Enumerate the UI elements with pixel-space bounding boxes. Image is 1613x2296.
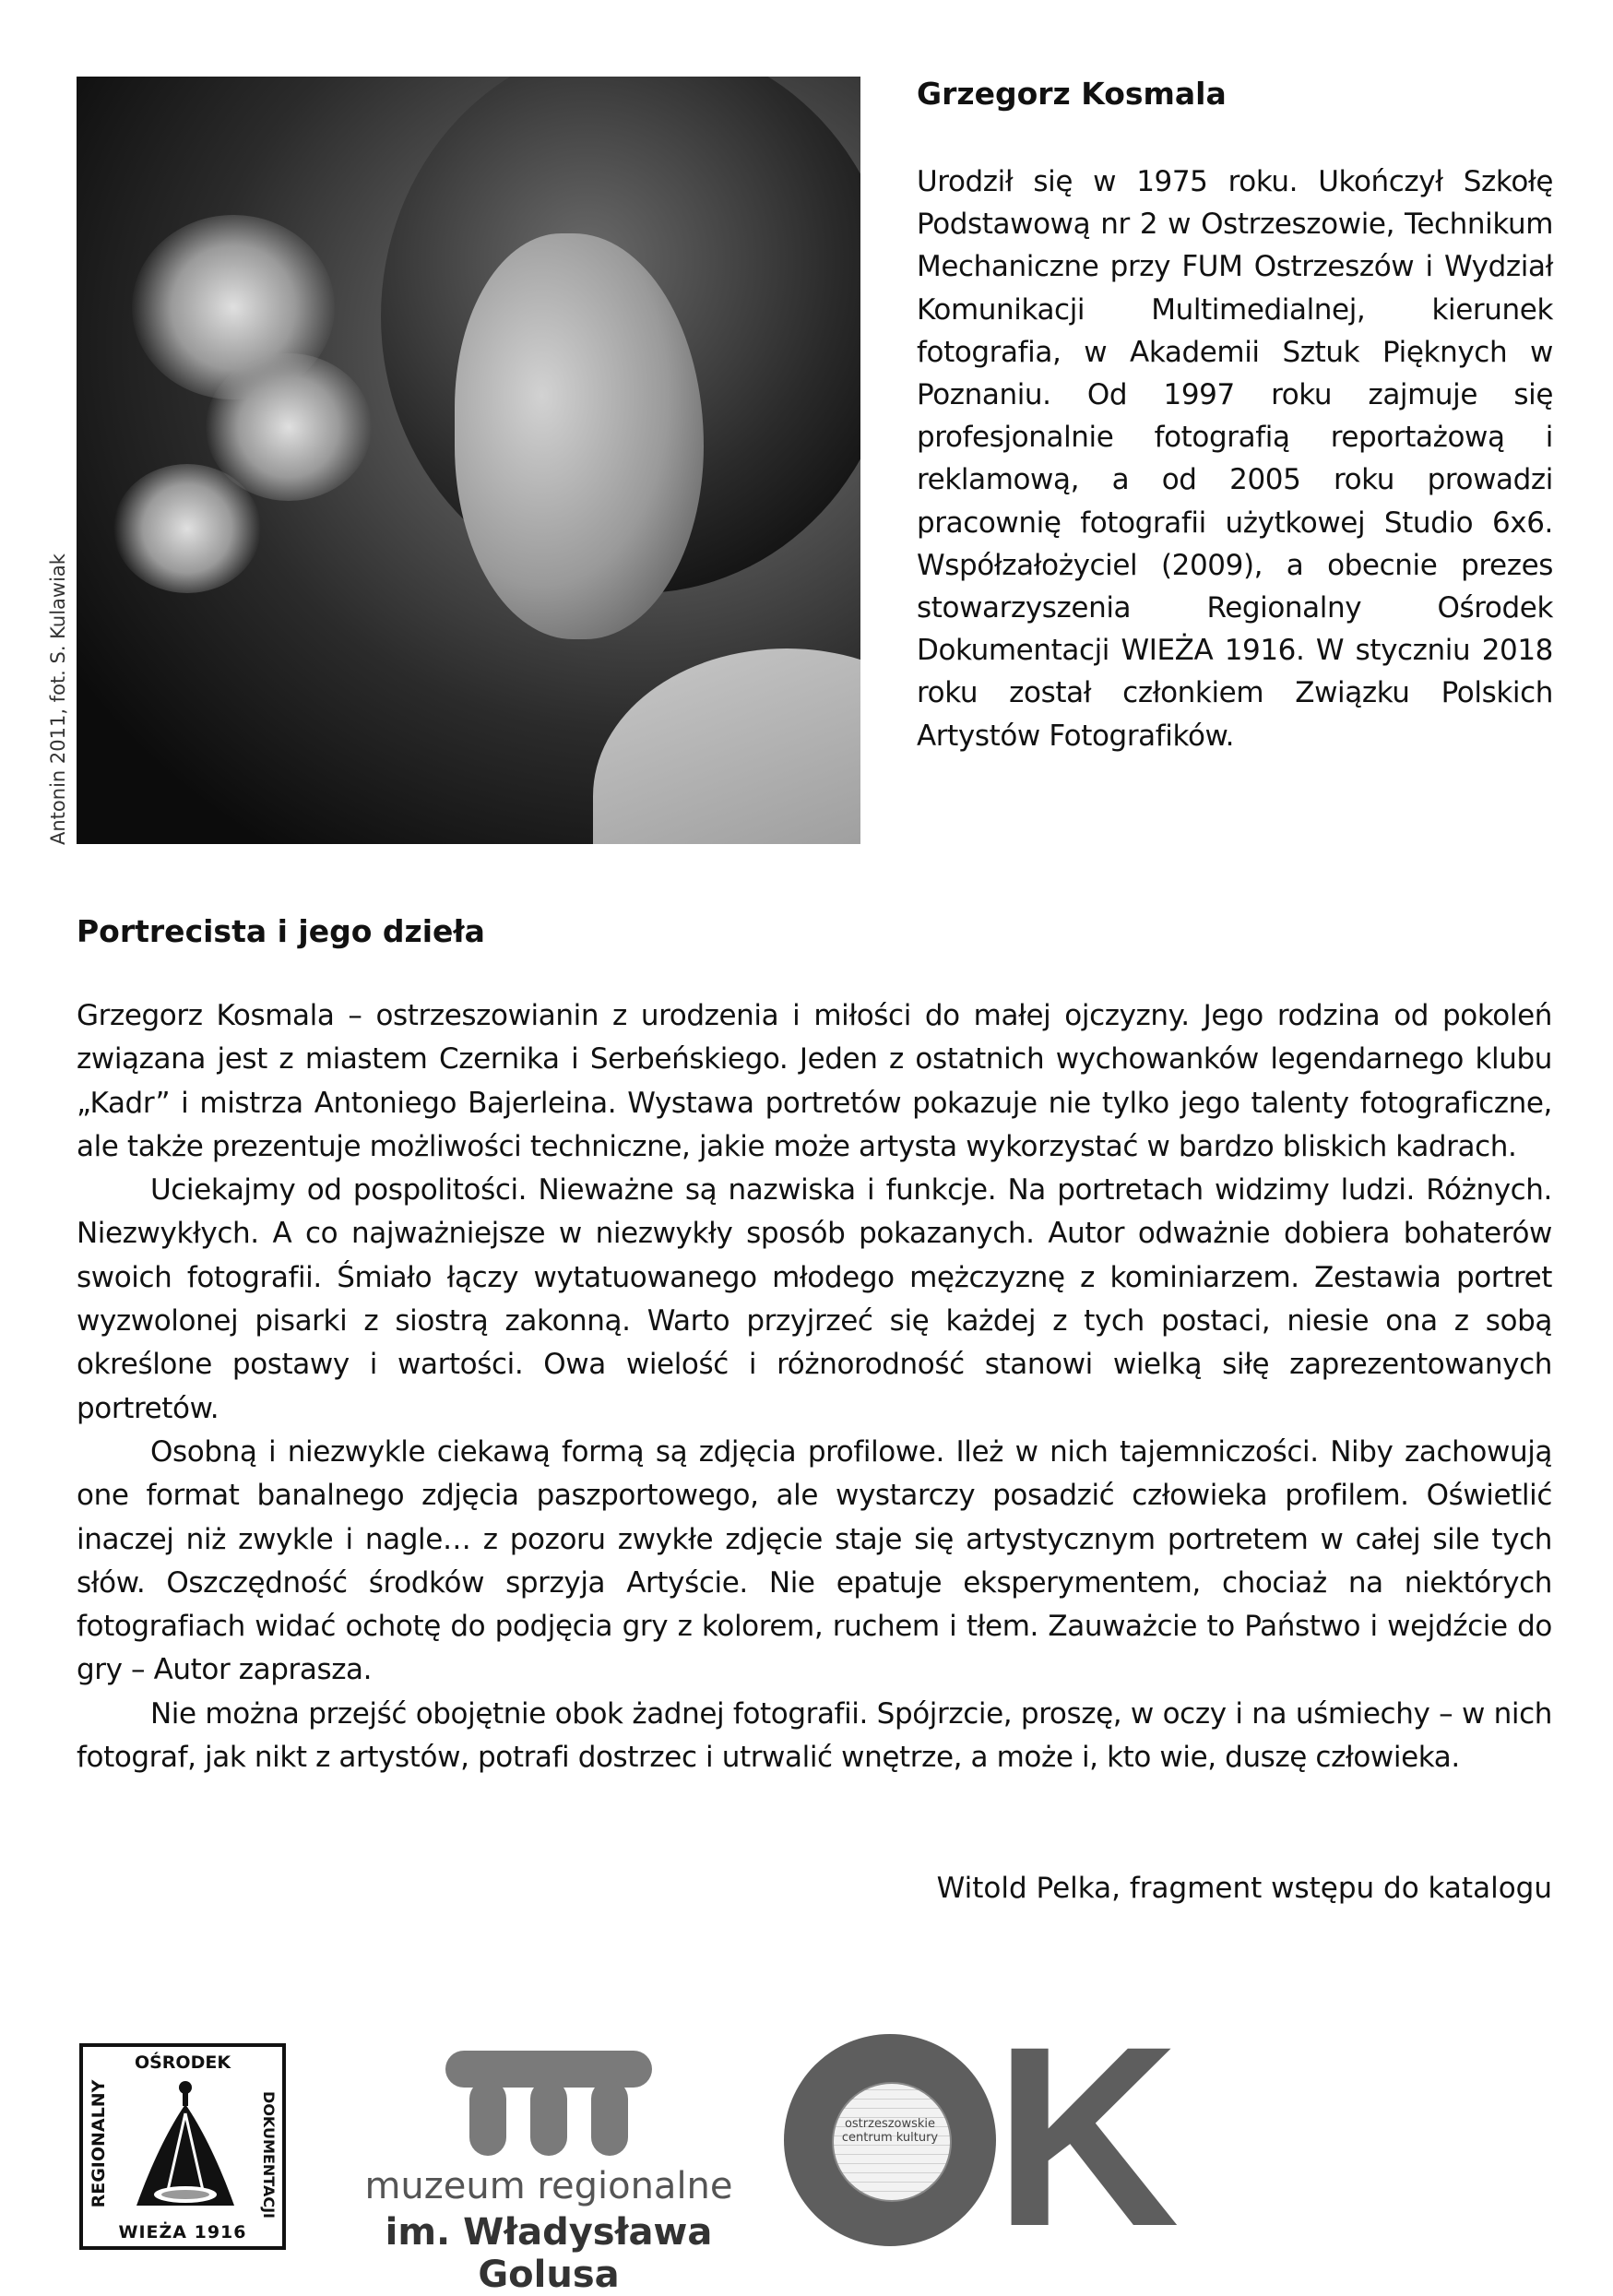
portrait-shoulder [593,648,860,844]
logo-muzeum-regionalne [350,2043,747,2296]
portrait-photo [77,77,860,844]
museum-columns-icon [445,2043,652,2161]
essay-body [77,994,1552,1779]
bio-text: Urodził się w 1975 roku. Ukończył Szkołę Podstawową nr 2 w Ostrzeszowie, Technikum Mechaniczne przy FUM Ostrzeszów i Wydział Komunikacji Multimedialnej, kierunek fotografia, w Akademii Sztuk Pięknych w Poznaniu. Od 1997 roku zajmuje się profesjonalnie fotografią reportażową i reklamową, a od 2005 roku prowadzi pracownię fotografii użytkowej Studio 6x6. Współzałożyciel (2009), a obecnie prezes stowarzyszenia Regionalny Ośrodek Dokumentacji WIEŻA 1916. W styczniu 2018 roku został członkiem Związku Polskich Artystów Fotografików. [917,165,1553,753]
photo-credit: Antonin 2011, fot. S. Kulawiak [47,553,69,845]
logo-regionalny-osrodek-dokumentacji [79,2043,286,2250]
background-foliage [113,464,261,593]
muzeum-patron: im. Władysława Golusa [385,2211,713,2296]
section-heading: Portrecista i jego dzieła [77,913,485,949]
ok-logo-k-letter: K [994,1993,1180,2279]
ok-logo-center-text: ostrzeszowskie centrum kultury [841,2117,939,2145]
logo-rod-bottom-text: WIEŻA 1916 [118,2222,247,2242]
essay-paragraph: Uciekajmy od pospolitości. Nieważne są nazwiska i funkcje. Na portretach widzimy ludzi. Różnych. Niezwykłych. A co najważniejsze w niezwykły sposób pokazanych. Autor odważnie dobiera bohaterów swoich fotografii. Śmiało łączy wytatuowanego młodego mężczyznę z kominiarzem. Zestawia portret wyzwolonej pisarki z siostrą zakonną. Warto przyjrzeć się każdej z tych postaci, niesie ona z sobą określone postawy i wartości. Owa wielość i różnorodność stanowi wielką siłę zaprezentowanych portretów. [77,1173,1552,1425]
logo-rod-left-text: REGIONALNY [89,2079,109,2208]
muzeum-name: muzeum regionalne [364,2165,733,2207]
essay-signature: Witold Pelka, fragment wstępu do katalogu [936,1872,1552,1905]
essay-paragraph: Grzegorz Kosmala – ostrzeszowianin z urodzenia i miłości do małej ojczyzny. Jego rodzina od pokoleń związana jest z miastem Czernika i Serbeńskiego. Jeden z ostatnich wychowanków legendarnego klubu „Kadr” i mistrza Antoniego Bajerleina. Wystawa portretów pokazuje nie tylko jego talenty fotograficzne, ale także prezentuje możliwości techniczne, jakie może artysta wykorzystać w bardzo bliskich kadrach. [77,999,1552,1163]
logo-ostrzeszowskie-centrum-kultury [784,1993,1180,2279]
essay-paragraph: Osobną i niezwykle ciekawą formą są zdjęcia profilowe. Ileż w nich tajemniczości. Niby zachowują one format banalnego zdjęcia paszportowego, ale wystarczy posadzić człowieka profilem. Oświetlić inaczej niż zwykle i nagle… z pozoru zwykłe zdjęcie staje się artystycznym portretem w całej sile tych słów. Oszczędność środków sprzyja Artyście. Nie epatuje eksperymentem, chociaż na niektórych fotografiach widać ochotę do podjęcia gry z kolorem, ruchem i tłem. Zauważcie to Państwo i wejdźcie do gry – Autor zaprasza. [77,1434,1552,1687]
logo-rod-right-text: DOKUMENTACJI [260,2091,278,2219]
bio-name: Grzegorz Kosmala [917,76,1227,112]
tower-icon [116,2076,255,2215]
logo-rod-top-text: OŚRODEK [134,2052,231,2073]
essay-paragraph: Nie można przejść obojętnie obok żadnej fotografii. Spójrzcie, proszę, w oczy i na uśmiechy – w nich fotograf, jak nikt z artystów, potrafi dostrzec i utrwalić wnętrze, a może i, kto wie, duszę człowieka. [77,1696,1552,1775]
